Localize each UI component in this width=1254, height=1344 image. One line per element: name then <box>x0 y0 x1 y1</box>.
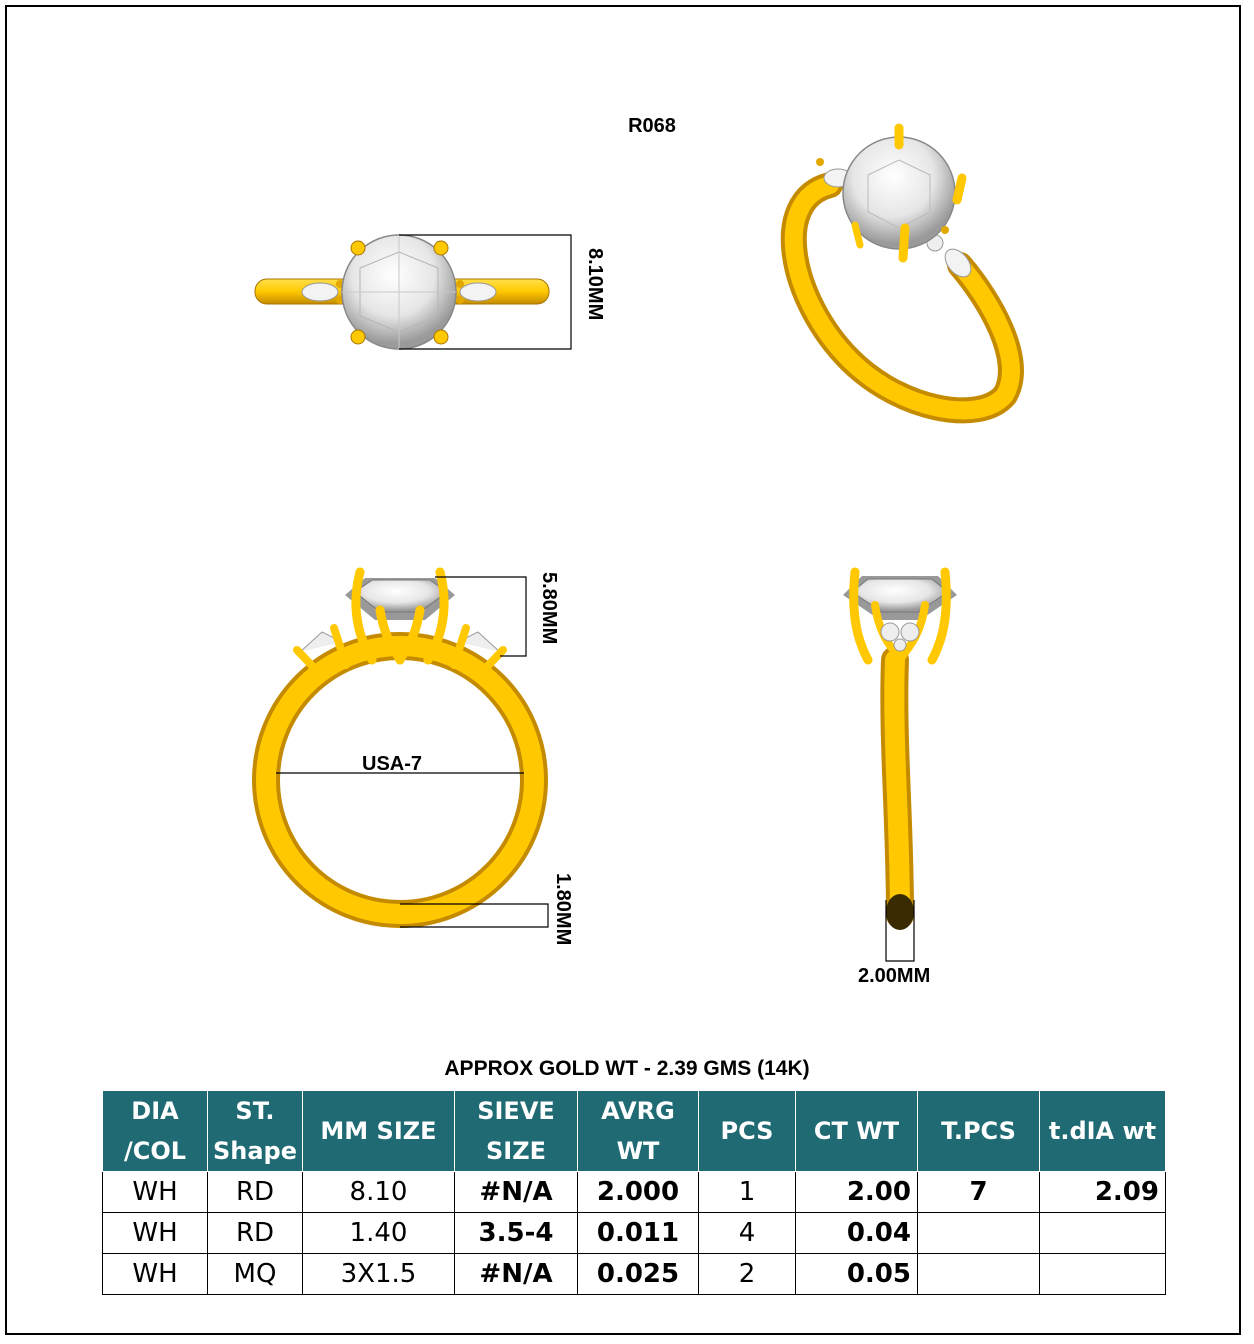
cell-mm-size: 8.10 <box>303 1172 455 1213</box>
cell-pcs: 2 <box>699 1254 796 1295</box>
cell-total-dia-wt <box>1040 1213 1166 1254</box>
top-view <box>255 235 571 349</box>
cell-color: WH <box>103 1254 208 1295</box>
col-header-avrg-wt: AVRG WT <box>578 1091 699 1172</box>
cell-ct-wt: 0.04 <box>796 1213 918 1254</box>
cell-shape: RD <box>208 1213 303 1254</box>
cell-avrg-wt: 0.025 <box>578 1254 699 1295</box>
col-header-sieve-size: SIEVE SIZE <box>455 1091 578 1172</box>
table-row <box>103 1254 1166 1295</box>
side-view <box>843 572 957 961</box>
dimension-ring-size: USA-7 <box>362 753 423 775</box>
cell-ct-wt: 0.05 <box>796 1254 918 1295</box>
cell-ct-wt: 2.00 <box>796 1172 918 1213</box>
cell-total-pcs: 7 <box>918 1172 1040 1213</box>
dimension-top-width: 8.10MM <box>584 248 606 321</box>
design-code: R068 <box>628 115 676 137</box>
cell-mm-size: 3X1.5 <box>303 1254 455 1295</box>
cell-mm-size: 1.40 <box>303 1213 455 1254</box>
table-row <box>103 1213 1166 1254</box>
gold-weight-caption: APPROX GOLD WT - 2.39 GMS (14K) <box>444 1057 810 1080</box>
cell-color: WH <box>103 1172 208 1213</box>
col-header-mm-size: MM SIZE <box>303 1091 455 1172</box>
cell-total-pcs <box>918 1254 1040 1295</box>
cell-sieve: #N/A <box>455 1172 578 1213</box>
col-header-total-pcs: T.PCS <box>918 1091 1040 1172</box>
cell-pcs: 1 <box>699 1172 796 1213</box>
col-header-dia-col: DIA /COL <box>103 1091 208 1172</box>
dimension-shank-thickness: 1.80MM <box>552 873 574 946</box>
col-header-stone-shape: ST. Shape <box>208 1091 303 1172</box>
cell-sieve: 3.5-4 <box>455 1213 578 1254</box>
col-header-total-dia-wt: t.dIA wt <box>1040 1091 1166 1172</box>
cell-sieve: #N/A <box>455 1254 578 1295</box>
cell-total-dia-wt <box>1040 1254 1166 1295</box>
cell-total-dia-wt: 2.09 <box>1040 1172 1166 1213</box>
dimension-shank-width: 2.00MM <box>858 965 931 987</box>
table-header-row <box>103 1091 1166 1172</box>
cell-shape: MQ <box>208 1254 303 1295</box>
col-header-ct-wt: CT WT <box>796 1091 918 1172</box>
cell-color: WH <box>103 1213 208 1254</box>
table-row <box>103 1172 1166 1213</box>
cell-total-pcs <box>918 1213 1040 1254</box>
front-view <box>266 572 548 927</box>
cell-avrg-wt: 2.000 <box>578 1172 699 1213</box>
col-header-pcs: PCS <box>699 1091 796 1172</box>
stone-spec-table <box>102 1090 1166 1295</box>
dimension-head-height: 5.80MM <box>538 572 560 645</box>
cell-pcs: 4 <box>699 1213 796 1254</box>
perspective-view <box>794 128 1011 410</box>
cell-shape: RD <box>208 1172 303 1213</box>
cell-avrg-wt: 0.011 <box>578 1213 699 1254</box>
